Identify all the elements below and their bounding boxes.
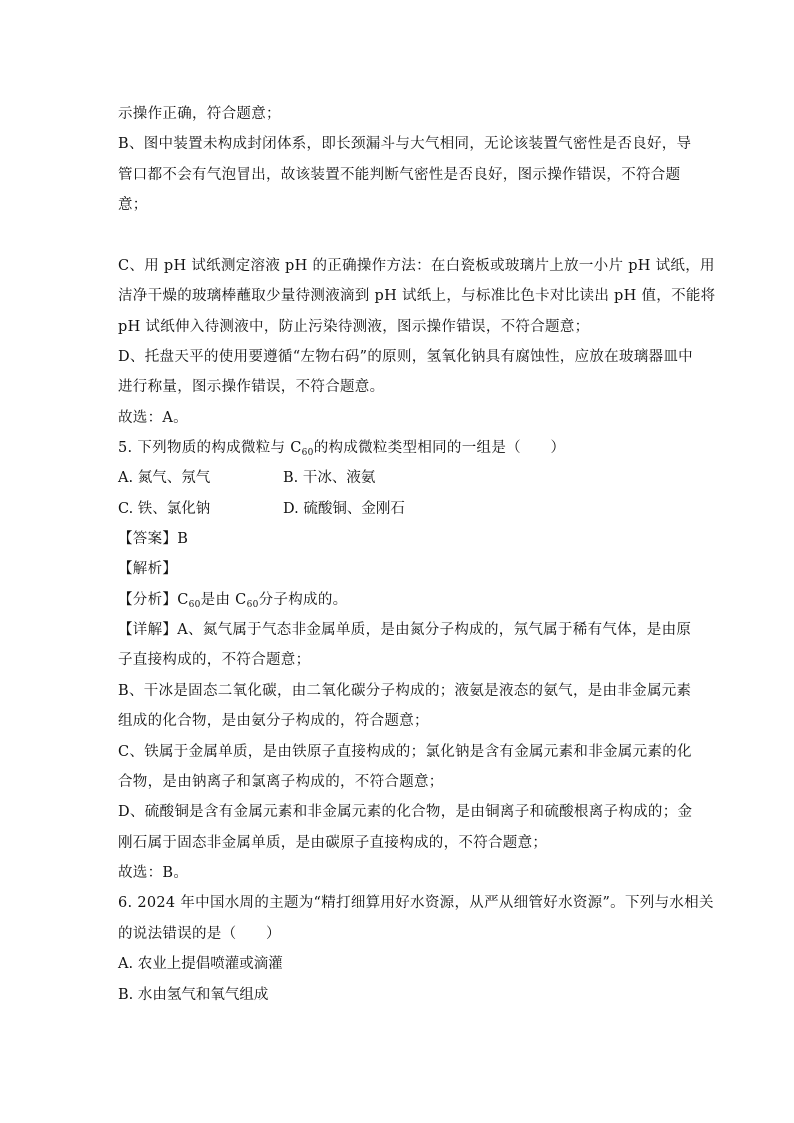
detail-line: 组成的化合物，是由氨分子构成的，符合题意； <box>118 713 429 729</box>
answer-label: 【答案】B <box>118 531 189 547</box>
detail-line: 子直接构成的，不符合题意； <box>118 652 311 668</box>
text-line: D、托盘天平的使用要遵循“左物右码”的原则，氢氧化钠具有腐蚀性，应放在玻璃器皿中 <box>118 349 693 365</box>
option-b: B. 水由氢气和氧气组成 <box>118 987 269 1003</box>
question-6-stem: 的说法错误的是（ ） <box>118 926 281 942</box>
detail-line: C、铁属于金属单质，是由铁原子直接构成的；氯化钠是含有金属元素和非金属元素的化 <box>118 744 692 760</box>
detail-line: 故选：B。 <box>118 865 189 881</box>
analysis-text: 【分析】C <box>118 592 189 608</box>
detail-line: 刚石属于固态非金属单质，是由碳原子直接构成的，不符合题意； <box>118 835 548 851</box>
question-6-stem: 6. 2024 年中国水周的主题为“精打细算用好水资源，从严从细管好水资源”。下列与水相关 <box>118 895 714 911</box>
detail-line: B、干冰是固态二氧化碳，由二氧化碳分子构成的；液氨是液态的氨气，是由非金属元素 <box>118 683 692 699</box>
analysis-text: 分子构成的。 <box>258 592 348 608</box>
text-line: 意； <box>118 197 148 213</box>
subscript: 60 <box>301 448 314 458</box>
question-5-stem <box>118 438 678 458</box>
text-line: C、用 pH 试纸测定溶液 pH 的正确操作方法：在白瓷板或玻璃片上放一小片 pH 试纸，用 <box>118 258 715 274</box>
text-line: 示操作正确，符合题意； <box>118 106 281 122</box>
analysis-text: 是由 C <box>200 592 247 608</box>
option-d: D. 硫酸铜、金刚石 <box>283 501 405 517</box>
analysis-label: 【解析】 <box>118 561 178 577</box>
question-5-text: 5. 下列物质的构成微粒与 C <box>118 440 302 456</box>
text-line: pH 试纸伸入待测液中，防止污染待测液，图示操作错误，不符合题意； <box>118 319 590 335</box>
text-line: 故选：A。 <box>118 410 188 426</box>
text-line: 洁净干燥的玻璃棒蘸取少量待测液滴到 pH 试纸上，与标准比色卡对比读出 pH 值，不能将 <box>118 288 716 304</box>
option-a: A. 氮气、氖气 <box>118 470 211 486</box>
question-5-text: 的构成微粒类型相同的一组是（ ） <box>313 440 566 456</box>
subscript: 60 <box>246 600 259 610</box>
option-a: A. 农业上提倡喷灌或滴灌 <box>118 956 283 972</box>
analysis-summary <box>118 590 678 610</box>
detail-line: D、硫酸铜是含有金属元素和非金属元素的化合物，是由铜离子和硫酸根离子构成的；金 <box>118 804 693 820</box>
detail-line: 【详解】A、氮气属于气态非金属单质，是由氮分子构成的，氖气属于稀有气体，是由原 <box>118 622 692 638</box>
subscript: 60 <box>188 600 201 610</box>
option-c: C. 铁、氯化钠 <box>118 501 211 517</box>
text-line: 进行称量，图示操作错误，不符合题意。 <box>118 379 385 395</box>
text-line: B、图中装置未构成封闭体系，即长颈漏斗与大气相同，无论该装置气密性是否良好，导 <box>118 136 692 152</box>
option-b: B. 干冰、液氨 <box>283 470 376 486</box>
text-line: 管口都不会有气泡冒出，故该装置不能判断气密性是否良好，图示操作错误，不符合题 <box>118 167 681 183</box>
detail-line: 合物，是由钠离子和氯离子构成的，不符合题意； <box>118 774 444 790</box>
